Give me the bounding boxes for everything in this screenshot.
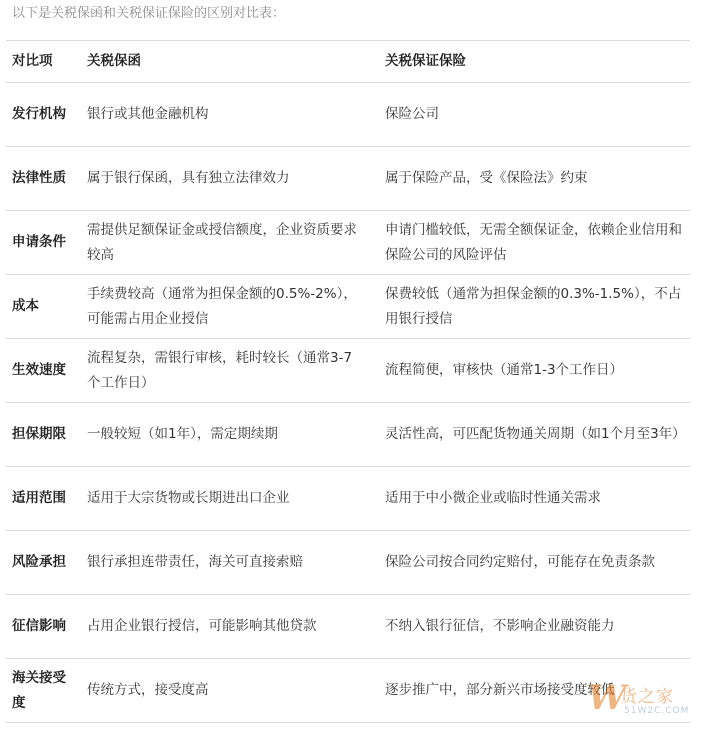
- insurance-cell: 属于保险产品，受《保险法》约束: [371, 147, 690, 211]
- insurance-cell: 保险公司: [371, 83, 690, 147]
- table-header-row: [6, 41, 690, 83]
- guarantee-cell: 需提供足额保证金或授信额度，企业资质要求较高: [73, 211, 371, 275]
- table-row: [6, 339, 690, 403]
- table-row: [6, 211, 690, 275]
- guarantee-cell: 银行承担连带责任，海关可直接索赔: [73, 531, 371, 595]
- watermark-w-icon: W: [588, 678, 627, 718]
- insurance-cell: 保费较低（通常为担保金额的0.3%-1.5%），不占用银行授信: [371, 275, 690, 339]
- comparison-table: [6, 40, 690, 723]
- row-label: 适用范围: [6, 467, 73, 531]
- row-label: 发行机构: [6, 83, 73, 147]
- table-row: [6, 147, 690, 211]
- guarantee-cell: 一般较短（如1年），需定期续期: [73, 403, 371, 467]
- insurance-cell: 不纳入银行征信，不影响企业融资能力: [371, 595, 690, 659]
- row-label: 担保期限: [6, 403, 73, 467]
- insurance-cell: 保险公司按合同约定赔付，可能存在免责条款: [371, 531, 690, 595]
- table-row: [6, 531, 690, 595]
- guarantee-cell: 占用企业银行授信，可能影响其他贷款: [73, 595, 371, 659]
- guarantee-cell: 适用于大宗货物或长期进出口企业: [73, 467, 371, 531]
- watermark-url: 51W2C.COM: [624, 706, 690, 716]
- insurance-cell: 灵活性高，可匹配货物通关周期（如1个月至3年）: [371, 403, 690, 467]
- header-item: 对比项: [6, 41, 73, 83]
- row-label: 申请条件: [6, 211, 73, 275]
- intro-text: 以下是关税保函和关税保证保险的区别对比表：: [12, 6, 286, 21]
- insurance-cell: 适用于中小微企业或临时性通关需求: [371, 467, 690, 531]
- guarantee-cell: 流程复杂，需银行审核，耗时较长（通常3-7个工作日）: [73, 339, 371, 403]
- table-row: [6, 83, 690, 147]
- insurance-cell: 申请门槛较低，无需全额保证金，依赖企业信用和保险公司的风险评估: [371, 211, 690, 275]
- row-label: 海关接受度: [6, 659, 73, 723]
- row-label: 征信影响: [6, 595, 73, 659]
- row-label: 生效速度: [6, 339, 73, 403]
- table-row: [6, 659, 690, 723]
- guarantee-cell: 传统方式，接受度高: [73, 659, 371, 723]
- watermark-name: 货之家: [620, 687, 674, 707]
- guarantee-cell: 属于银行保函，具有独立法律效力: [73, 147, 371, 211]
- table-row: [6, 275, 690, 339]
- table-row: [6, 595, 690, 659]
- table-row: [6, 467, 690, 531]
- table-row: [6, 403, 690, 467]
- row-label: 法律性质: [6, 147, 73, 211]
- row-label: 成本: [6, 275, 73, 339]
- row-label: 风险承担: [6, 531, 73, 595]
- insurance-cell: 流程简便，审核快（通常1-3个工作日）: [371, 339, 690, 403]
- insurance-cell: 逐步推广中，部分新兴市场接受度较低: [371, 659, 690, 723]
- header-guarantee-insurance: 关税保证保险: [371, 41, 690, 83]
- guarantee-cell: 手续费较高（通常为担保金额的0.5%-2%），可能需占用企业授信: [73, 275, 371, 339]
- guarantee-cell: 银行或其他金融机构: [73, 83, 371, 147]
- header-customs-guarantee: 关税保函: [73, 41, 371, 83]
